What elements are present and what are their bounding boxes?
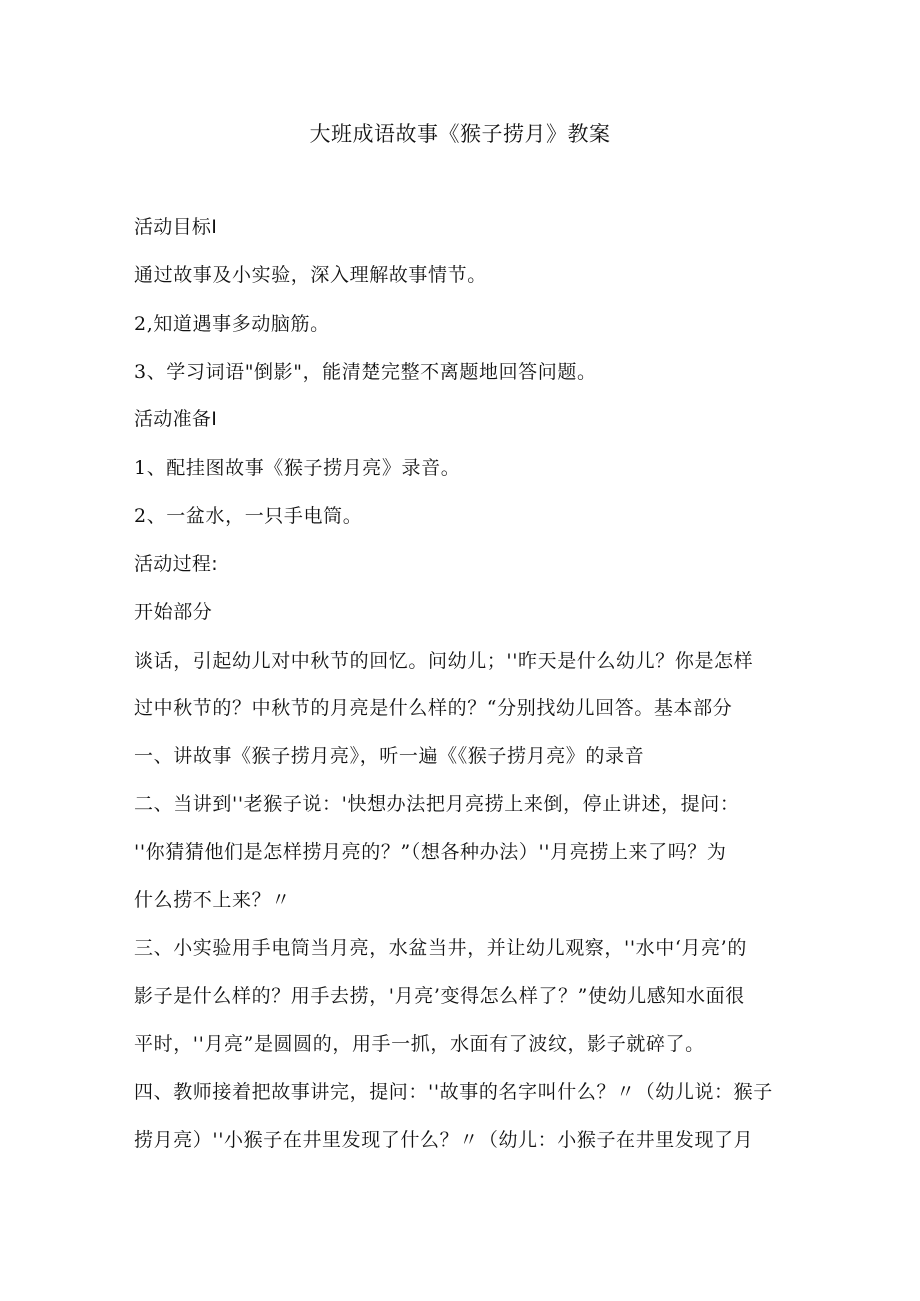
body-line: 三、小实验用手电筒当月亮，水盆当井，并让幼儿观察，''水中‘月亮’的 — [134, 937, 747, 959]
body-line: 2、一盆水，一只手电筒。 — [134, 505, 363, 527]
body-line: 开始部分 — [134, 601, 213, 623]
body-line: 通过故事及小实验，深入理解故事情节。 — [134, 264, 487, 286]
body-line: 2,知道遇事多动脑筋。 — [134, 313, 330, 335]
body-line: 二、当讲到''老猴子说：'快想办法把月亮捞上来倒，停止讲述，提问： — [134, 793, 740, 815]
section-heading-process: 活动过程: — [134, 553, 218, 575]
document-title: 大班成语故事《猴子捞月》教案 — [309, 122, 611, 146]
body-line: 什么捞不上来？〃 — [134, 889, 291, 911]
body-line: 一、讲故事《猴子捞月亮》，听一遍《《猴子捞月亮》的录音 — [134, 745, 645, 767]
section-heading-preparation: 活动准备I — [134, 408, 218, 430]
body-line: 谈话，引起幼儿对中秋节的回忆。问幼儿；''昨天是什么幼儿？你是怎样 — [134, 650, 754, 672]
body-line: 影子是什么样的？用手去捞，'月亮’变得怎么样了？”使幼儿感知水面很 — [134, 985, 745, 1007]
body-line: ''你猜猜他们是怎样捞月亮的？”（想各种办法）''月亮捞上来了吗？为 — [134, 841, 727, 863]
body-line: 平时，''月亮”是圆圆的，用手一抓，水面有了波纹，影子就碎了。 — [134, 1033, 705, 1055]
body-line: 3、学习词语"倒影"，能清楚完整不离题地回答问题。 — [134, 361, 597, 383]
body-line: 过中秋节的？中秋节的月亮是什么样的？“分别找幼儿回答。基本部分 — [134, 697, 733, 719]
body-line: 1、配挂图故事《猴子捞月亮》录音。 — [134, 457, 461, 479]
section-heading-goals: 活动目标I — [134, 216, 218, 238]
body-line: 捞月亮）''小猴子在井里发现了什么？〃（幼儿：小猴子在井里发现了月 — [134, 1129, 754, 1151]
body-line: 四、教师接着把故事讲完，提问：''故事的名字叫什么？〃（幼儿说：猴子 — [134, 1081, 773, 1103]
